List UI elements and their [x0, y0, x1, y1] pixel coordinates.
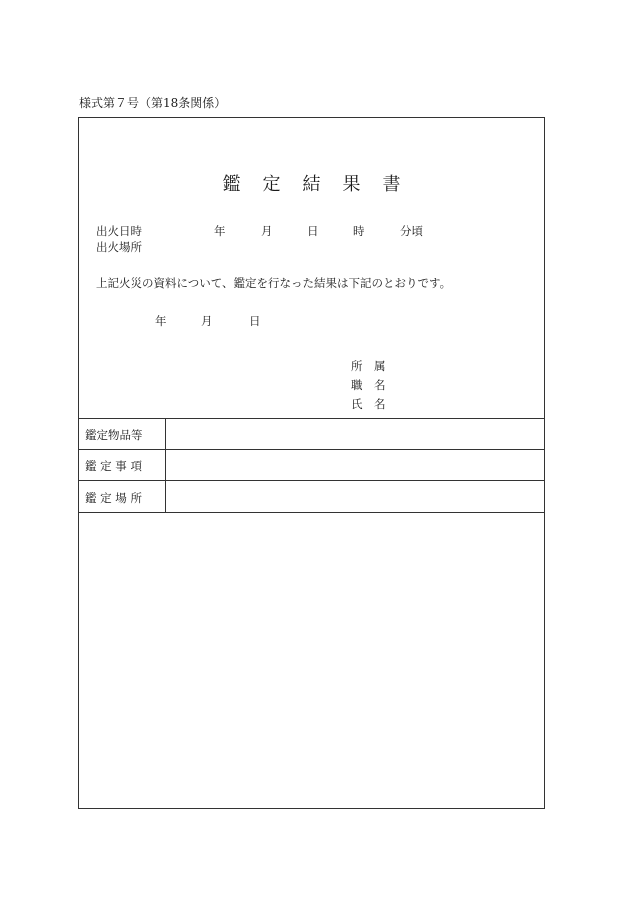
fire-minute-unit: 分頃 — [400, 224, 423, 238]
form-number: 様式第７号（第18条関係） — [79, 96, 227, 110]
fire-datetime-label: 出火日時 — [96, 224, 142, 238]
affiliation-label: 所 属 — [351, 359, 386, 373]
title-char: 書 — [382, 174, 401, 195]
title-char: 果 — [342, 174, 361, 195]
report-day-unit: 日 — [249, 314, 261, 328]
title-char: 鑑 — [222, 174, 241, 195]
table-row-divider — [79, 480, 544, 481]
fire-place-label: 出火場所 — [96, 240, 142, 254]
appraisal-report-form — [78, 117, 545, 809]
title-char: 定 — [262, 174, 281, 195]
statement-text: 上記火災の資料について、鑑定を行なった結果は下記のとおりです。 — [96, 276, 452, 290]
appraisal-place-label: 鑑 定 場 所 — [85, 491, 142, 505]
name-label: 氏 名 — [351, 397, 386, 411]
fire-year-unit: 年 — [214, 224, 226, 238]
title-char: 結 — [302, 174, 321, 195]
fire-month-unit: 月 — [261, 224, 273, 238]
fire-day-unit: 日 — [307, 224, 319, 238]
appraisal-matters-label: 鑑 定 事 項 — [85, 459, 142, 473]
fire-hour-unit: 時 — [353, 224, 365, 238]
report-month-unit: 月 — [201, 314, 213, 328]
position-label: 職 名 — [351, 378, 386, 392]
appraisal-items-label: 鑑定物品等 — [85, 428, 143, 442]
table-top-divider — [79, 418, 544, 419]
table-bottom-divider — [79, 512, 544, 513]
document-title — [79, 170, 544, 196]
table-row-divider — [79, 449, 544, 450]
report-year-unit: 年 — [155, 314, 167, 328]
table-column-divider — [165, 418, 166, 512]
